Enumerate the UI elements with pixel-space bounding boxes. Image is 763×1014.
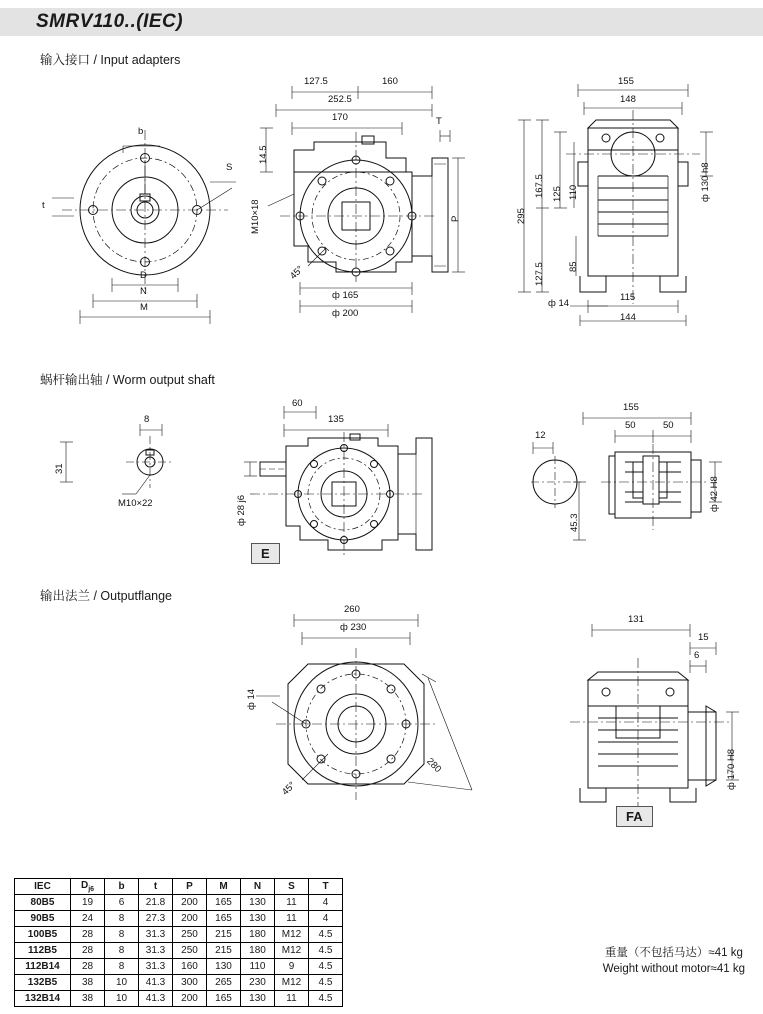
cell-T: 4.5 (309, 927, 343, 943)
cell-D: 28 (71, 943, 105, 959)
dim-260: 260 (344, 604, 360, 615)
dim-T: T (436, 116, 442, 127)
dim-phi230: ф 230 (340, 622, 367, 633)
dim-6: 6 (694, 650, 700, 661)
dim-D: D (140, 270, 147, 281)
table-header-iec: IEC (15, 879, 71, 895)
cell-t: 41.3 (139, 991, 173, 1007)
dim-phi170H8: ф 170 H8 (726, 748, 737, 790)
cell-D: 19 (71, 895, 105, 911)
cell-N: 180 (241, 943, 275, 959)
dim-phi130h8: ф 130 h8 (700, 162, 711, 202)
dim-155-worm: 155 (623, 402, 639, 413)
cell-S: M12 (275, 943, 309, 959)
dim-M10x22: M10×22 (118, 498, 153, 509)
cell-iec: 100B5 (15, 927, 71, 943)
dim-b: b (138, 126, 144, 137)
dim-M10x18: M10×18 (250, 199, 261, 234)
dim-phi14-flange: ф 14 (246, 688, 257, 710)
cell-M: 165 (207, 911, 241, 927)
cell-M: 265 (207, 975, 241, 991)
cell-D: 24 (71, 911, 105, 927)
cell-P: 160 (173, 959, 207, 975)
table-row (15, 911, 343, 927)
dim-110: 110 (568, 184, 579, 200)
table-header-T: T (309, 879, 343, 895)
cell-M: 215 (207, 943, 241, 959)
cell-N: 130 (241, 991, 275, 1007)
table-row (15, 975, 343, 991)
dim-45-3: 45.3 (569, 513, 580, 532)
cell-iec: 112B14 (15, 959, 71, 975)
cell-b: 8 (105, 911, 139, 927)
dim-170: 170 (332, 112, 348, 123)
weight-note-en: Weight without motor≈41 kg (602, 963, 745, 976)
table-row (15, 927, 343, 943)
cell-D: 28 (71, 959, 105, 975)
table-header-D-sub: j6 (88, 886, 95, 893)
drawing-input-side-view (510, 76, 750, 331)
cell-T: 4.5 (309, 975, 343, 991)
dim-155: 155 (618, 76, 634, 87)
cell-T: 4.5 (309, 943, 343, 959)
dimension-table (14, 878, 343, 1007)
cell-t: 27.3 (139, 911, 173, 927)
dim-60: 60 (292, 398, 303, 409)
table-header-S: S (275, 879, 309, 895)
cell-N: 110 (241, 959, 275, 975)
table-header-b: b (105, 879, 139, 895)
drawing-flange-side-view (540, 612, 750, 827)
dim-160: 160 (382, 76, 398, 87)
cell-S: M12 (275, 927, 309, 943)
dim-phi200: ф 200 (332, 308, 359, 319)
cell-T: 4.5 (309, 991, 343, 1007)
cell-b: 10 (105, 991, 139, 1007)
cell-P: 200 (173, 991, 207, 1007)
table-row (15, 895, 343, 911)
cell-t: 21.8 (139, 895, 173, 911)
dim-135: 135 (328, 414, 344, 425)
table-body (15, 895, 343, 1007)
table-row (15, 959, 343, 975)
dim-phi14: ф 14 (548, 298, 570, 309)
drawing-worm-keyway-detail (40, 412, 240, 527)
cell-S: M12 (275, 975, 309, 991)
drawing-input-front-view (236, 76, 486, 331)
table-row (15, 943, 343, 959)
cell-M: 165 (207, 991, 241, 1007)
dim-12: 12 (535, 430, 546, 441)
table-header-D (71, 879, 105, 895)
cell-P: 300 (173, 975, 207, 991)
drawing-worm-side-view (505, 400, 745, 565)
cell-b: 8 (105, 927, 139, 943)
cell-S: 9 (275, 959, 309, 975)
dim-252-5: 252.5 (328, 94, 352, 105)
cell-N: 130 (241, 911, 275, 927)
badge-fa: FA (616, 806, 653, 827)
cell-D: 28 (71, 927, 105, 943)
dim-P: P (450, 215, 461, 222)
cell-b: 6 (105, 895, 139, 911)
drawing-motor-flange (40, 120, 250, 335)
cell-M: 215 (207, 927, 241, 943)
cell-T: 4 (309, 911, 343, 927)
dim-85: 85 (568, 261, 579, 272)
table-header-row (15, 879, 343, 895)
dim-M: M (140, 302, 148, 313)
cell-iec: 80B5 (15, 895, 71, 911)
dim-127-5-top: 127.5 (304, 76, 328, 87)
dim-167-5: 167.5 (534, 174, 545, 198)
table-header-D-label: D (80, 880, 89, 891)
cell-D: 38 (71, 991, 105, 1007)
dim-45deg-flange: 45° (280, 779, 298, 798)
cell-iec: 112B5 (15, 943, 71, 959)
table-header-M: M (207, 879, 241, 895)
badge-e: E (251, 543, 280, 564)
table-header-t: t (139, 879, 173, 895)
cell-N: 180 (241, 927, 275, 943)
dim-280: 280 (424, 756, 444, 775)
dim-S: S (226, 162, 233, 173)
page-title: SMRV110..(IEC) (36, 11, 184, 32)
cell-b: 8 (105, 943, 139, 959)
dim-127-5-side: 127.5 (534, 262, 545, 286)
cell-D: 38 (71, 975, 105, 991)
dim-50-b: 50 (663, 420, 674, 431)
cell-T: 4 (309, 895, 343, 911)
dim-125: 125 (552, 186, 563, 202)
dim-phi42H8: ф 42 H8 (709, 476, 720, 512)
dim-144: 144 (620, 312, 636, 323)
dim-t: t (42, 200, 45, 211)
cell-t: 31.3 (139, 927, 173, 943)
section-caption-worm-output-shaft: 蜗杆输出轴 / Worm output shaft (40, 373, 215, 387)
section-caption-input-adapters: 输入接口 / Input adapters (40, 53, 181, 67)
weight-note (603, 945, 745, 978)
drawing-flange-front-view (232, 604, 492, 835)
dim-131: 131 (628, 614, 644, 625)
dim-295: 295 (516, 208, 527, 224)
cell-t: 31.3 (139, 959, 173, 975)
table-row (15, 991, 343, 1007)
cell-S: 11 (275, 895, 309, 911)
cell-t: 41.3 (139, 975, 173, 991)
cell-T: 4.5 (309, 959, 343, 975)
cell-S: 11 (275, 911, 309, 927)
cell-M: 165 (207, 895, 241, 911)
dim-115: 115 (620, 292, 636, 303)
cell-iec: 132B14 (15, 991, 71, 1007)
cell-P: 250 (173, 943, 207, 959)
cell-M: 130 (207, 959, 241, 975)
dim-31: 31 (54, 463, 65, 474)
section-caption-output-flange: 输出法兰 / Outputflange (40, 589, 173, 603)
cell-N: 130 (241, 895, 275, 911)
cell-S: 11 (275, 991, 309, 1007)
dim-N: N (140, 286, 147, 297)
weight-note-cn: 重量（不包括马达）≈41 kg (604, 946, 743, 959)
cell-P: 250 (173, 927, 207, 943)
dim-14-5: 14.5 (258, 145, 269, 164)
table-header-P: P (173, 879, 207, 895)
dim-phi28j6: ф 28 j6 (236, 494, 247, 526)
cell-t: 31.3 (139, 943, 173, 959)
dim-15: 15 (698, 632, 709, 643)
cell-b: 8 (105, 959, 139, 975)
cell-iec: 90B5 (15, 911, 71, 927)
cell-iec: 132B5 (15, 975, 71, 991)
cell-P: 200 (173, 911, 207, 927)
dim-45deg: 45° (288, 263, 306, 282)
dim-50-a: 50 (625, 420, 636, 431)
cell-P: 200 (173, 895, 207, 911)
cell-b: 10 (105, 975, 139, 991)
cell-N: 230 (241, 975, 275, 991)
table-header-N: N (241, 879, 275, 895)
dim-8: 8 (144, 414, 150, 425)
dim-148: 148 (620, 94, 636, 105)
dim-phi165: ф 165 (332, 290, 359, 301)
